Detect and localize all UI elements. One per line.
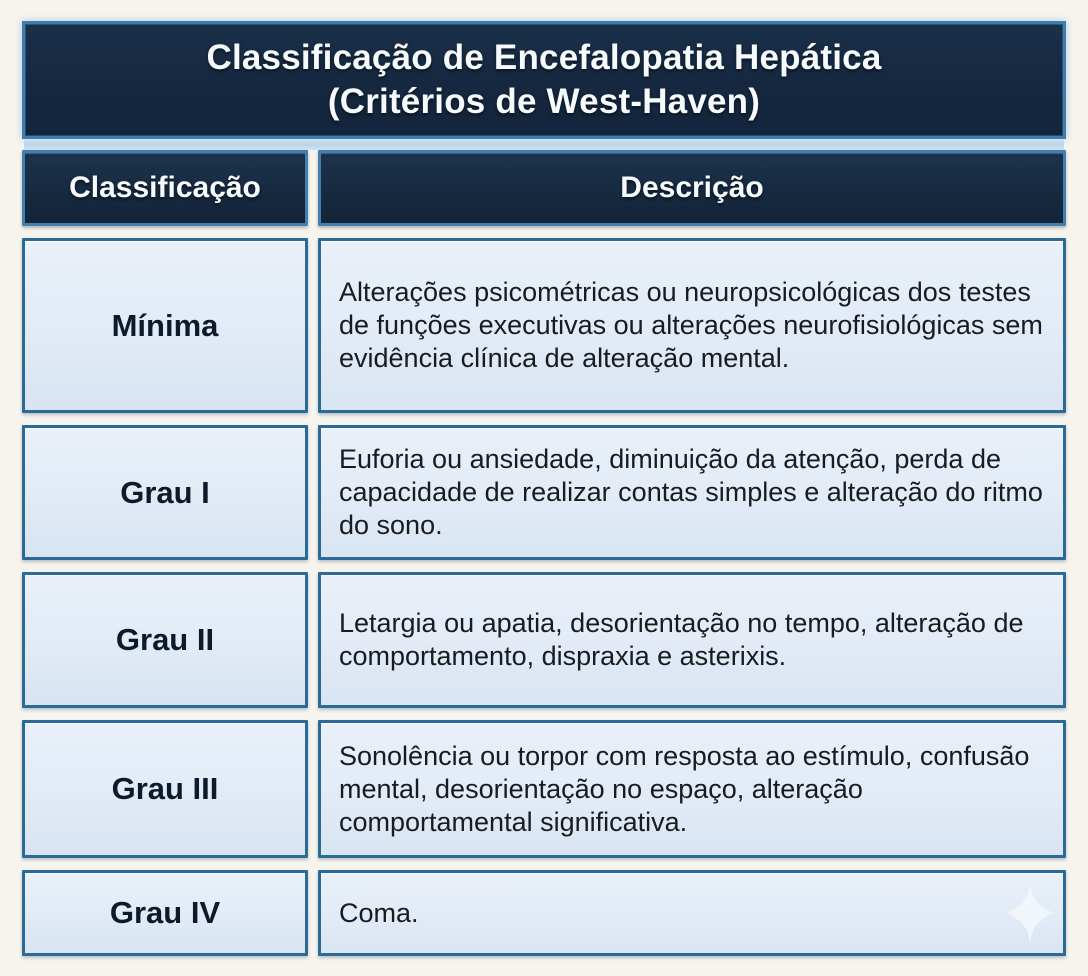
description-cell-grau-4 <box>318 870 1066 956</box>
description-text: Sonolência ou torpor com resposta ao estímulo, confusão mental, desorientação no espaço, alteração comportamental significativa. <box>339 740 1030 837</box>
column-header-classification: Classificação <box>22 150 308 226</box>
column-header-description: Descrição <box>318 150 1066 226</box>
classification-table <box>22 150 1066 956</box>
sparkle-icon <box>1007 883 1053 943</box>
title-line-2: (Critérios de West-Haven) <box>327 82 761 121</box>
title-banner <box>22 21 1066 139</box>
description-text: Coma. <box>339 897 419 928</box>
description-cell-minima <box>318 238 1066 413</box>
description-text: Alterações psicométricas ou neuropsicológicas dos testes de funções executivas ou alterações neurofisiológicas sem evidência clínica de alteração mental. <box>339 277 1043 373</box>
description-text: Letargia ou apatia, desorientação no tempo, alteração de comportamento, dispraxia e asterixis. <box>339 608 1024 671</box>
description-cell-grau-2 <box>318 572 1066 708</box>
grade-cell-grau-3: Grau III <box>22 720 308 858</box>
grade-cell-grau-4: Grau IV <box>22 870 308 956</box>
grade-cell-minima: Mínima <box>22 238 308 413</box>
title-line-1: Classificação de Encefalopatia Hepática <box>206 38 882 77</box>
description-cell-grau-1 <box>318 425 1066 560</box>
grade-cell-grau-2: Grau II <box>22 572 308 708</box>
description-cell-grau-3 <box>318 720 1066 858</box>
divider-strip <box>24 139 1064 150</box>
grade-cell-grau-1: Grau I <box>22 425 308 560</box>
description-text: Euforia ou ansiedade, diminuição da atenção, perda de capacidade de realizar contas simples e alteração do ritmo do sono. <box>339 444 1043 540</box>
